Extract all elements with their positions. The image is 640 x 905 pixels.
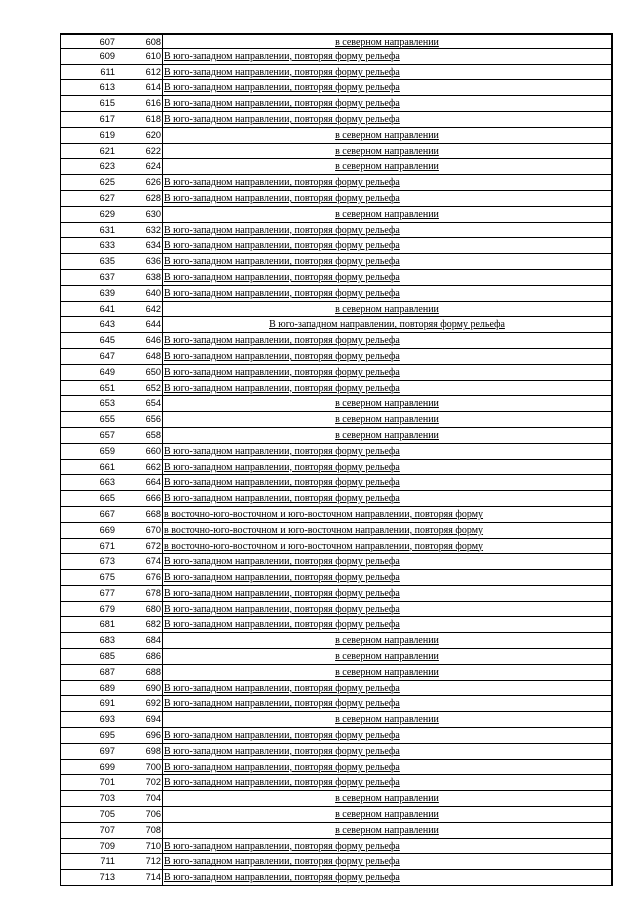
end-point-number: 686 [117, 649, 163, 664]
table-row [61, 238, 611, 254]
direction-description: В юго-западном направлении, повторяя форму рельефа [164, 256, 400, 268]
end-point-number: 618 [117, 112, 163, 127]
table-row [61, 570, 611, 586]
direction-description: В юго-западном направлении, повторяя форму рельефа [164, 335, 400, 347]
start-point-number: 633 [99, 240, 115, 251]
direction-description: В юго-западном направлении, повторяя форму рельефа [164, 66, 400, 78]
end-point-number: 668 [117, 507, 163, 522]
table-row [61, 65, 611, 81]
direction-description: В юго-западном направлении, повторяя форму рельефа [164, 556, 400, 568]
end-point-number: 654 [117, 396, 163, 411]
end-point-number: 712 [117, 854, 163, 869]
direction-description: в северном направлении [335, 429, 439, 441]
direction-description: В юго-западном направлении, повторяя форму рельефа [269, 319, 505, 331]
start-point-number: 647 [99, 350, 115, 361]
table-row [61, 96, 611, 112]
direction-description: В юго-западном направлении, повторяя форму рельефа [164, 477, 400, 489]
start-point-number: 629 [99, 208, 115, 219]
end-point-number: 680 [117, 602, 163, 617]
end-point-number: 700 [117, 760, 163, 775]
start-point-number: 641 [99, 303, 115, 314]
table-row [61, 870, 611, 886]
end-point-number: 624 [117, 159, 163, 174]
table-row [61, 159, 611, 175]
table-row [61, 602, 611, 618]
start-point-number: 677 [99, 587, 115, 598]
table-row [61, 175, 611, 191]
direction-description: В юго-западном направлении, повторяя форму рельефа [164, 192, 400, 204]
direction-description: В юго-западном направлении, повторяя форму рельефа [164, 745, 400, 757]
table-row [61, 207, 611, 223]
end-point-number: 708 [117, 823, 163, 838]
direction-description: В юго-западном направлении, повторяя форму рельефа [164, 98, 400, 110]
table-row [61, 491, 611, 507]
start-point-number: 683 [99, 635, 115, 646]
table-row [61, 49, 611, 65]
start-point-number: 673 [99, 556, 115, 567]
end-point-number: 690 [117, 681, 163, 696]
end-point-number: 710 [117, 839, 163, 854]
end-point-number: 704 [117, 791, 163, 806]
start-point-number: 679 [99, 603, 115, 614]
start-point-number: 685 [99, 651, 115, 662]
end-point-number: 622 [117, 144, 163, 159]
table-row [61, 854, 611, 870]
direction-description: В юго-западном направлении, повторяя форму рельефа [164, 461, 400, 473]
start-point-number: 709 [99, 840, 115, 851]
start-point-number: 615 [99, 98, 115, 109]
direction-description: В юго-западном направлении, повторяя форму рельефа [164, 382, 400, 394]
table-row [61, 681, 611, 697]
start-point-number: 663 [99, 477, 115, 488]
direction-description: в восточно-юго-восточном и юго-восточном направлении, повторяя форму [164, 524, 484, 536]
table-row [61, 80, 611, 96]
start-point-number: 651 [99, 382, 115, 393]
table-row [61, 760, 611, 776]
end-point-number: 610 [117, 49, 163, 64]
start-point-number: 707 [99, 824, 115, 835]
start-point-number: 643 [99, 319, 115, 330]
start-point-number: 659 [99, 445, 115, 456]
direction-description: В юго-западном направлении, повторяя форму рельефа [164, 113, 400, 125]
start-point-number: 689 [99, 682, 115, 693]
direction-description: в северном направлении [335, 145, 439, 157]
start-point-number: 695 [99, 730, 115, 741]
table-row [61, 507, 611, 523]
table-row [61, 317, 611, 333]
direction-description: В юго-западном направлении, повторяя форму рельефа [164, 730, 400, 742]
table-row [61, 128, 611, 144]
end-point-number: 694 [117, 712, 163, 727]
table-row [61, 396, 611, 412]
end-point-number: 670 [117, 523, 163, 538]
table-row [61, 254, 611, 270]
direction-description: в северном направлении [335, 635, 439, 647]
end-point-number: 626 [117, 175, 163, 190]
end-point-number: 650 [117, 365, 163, 380]
end-point-number: 608 [117, 35, 163, 48]
start-point-number: 613 [99, 82, 115, 93]
end-point-number: 684 [117, 633, 163, 648]
direction-description: В юго-западном направлении, повторяя форму рельефа [164, 224, 400, 236]
direction-description: в северном направлении [335, 129, 439, 141]
table-row [61, 823, 611, 839]
table-row [61, 270, 611, 286]
direction-description: в северном направлении [335, 37, 439, 48]
direction-description: В юго-западном направлении, повторяя форму рельефа [164, 493, 400, 505]
table-row [61, 444, 611, 460]
end-point-number: 636 [117, 254, 163, 269]
table-row [61, 586, 611, 602]
table-row [61, 696, 611, 712]
start-point-number: 675 [99, 572, 115, 583]
table-row [61, 728, 611, 744]
end-point-number: 692 [117, 696, 163, 711]
direction-description: В юго-западном направлении, повторяя форму рельефа [164, 619, 400, 631]
end-point-number: 648 [117, 349, 163, 364]
start-point-number: 657 [99, 429, 115, 440]
start-point-number: 611 [100, 66, 115, 77]
table-row [61, 523, 611, 539]
start-point-number: 669 [99, 524, 115, 535]
start-point-number: 701 [99, 777, 115, 788]
direction-description: в северном направлении [335, 666, 439, 678]
start-point-number: 671 [99, 540, 115, 551]
end-point-number: 616 [117, 96, 163, 111]
table-row [61, 475, 611, 491]
direction-description: в северном направлении [335, 651, 439, 663]
start-point-number: 635 [99, 256, 115, 267]
end-point-number: 614 [117, 80, 163, 95]
end-point-number: 702 [117, 775, 163, 790]
direction-description: в северном направлении [335, 208, 439, 220]
direction-description: В юго-западном направлении, повторяя форму рельефа [164, 366, 400, 378]
end-point-number: 612 [117, 65, 163, 80]
table-row [61, 460, 611, 476]
start-point-number: 609 [99, 50, 115, 61]
table-row [61, 775, 611, 791]
start-point-number: 681 [99, 619, 115, 630]
table-row [61, 33, 611, 49]
direction-description: в восточно-юго-восточном и юго-восточном направлении, повторяя форму [164, 540, 484, 552]
direction-description: В юго-западном направлении, повторяя форму рельефа [164, 682, 400, 694]
end-point-number: 644 [117, 317, 163, 332]
direction-table [60, 33, 613, 886]
direction-description: В юго-западном направлении, повторяя форму рельефа [164, 587, 400, 599]
end-point-number: 632 [117, 223, 163, 238]
end-point-number: 634 [117, 238, 163, 253]
end-point-number: 714 [117, 870, 163, 885]
direction-description: В юго-западном направлении, повторяя форму рельефа [164, 445, 400, 457]
table-row [61, 554, 611, 570]
table-row [61, 807, 611, 823]
direction-description: В юго-западном направлении, повторяя форму рельефа [164, 872, 400, 884]
start-point-number: 639 [99, 287, 115, 298]
direction-description: в северном направлении [335, 824, 439, 836]
table-row [61, 191, 611, 207]
start-point-number: 703 [99, 793, 115, 804]
direction-description: В юго-западном направлении, повторяя форму рельефа [164, 50, 400, 62]
table-row [61, 791, 611, 807]
table-row [61, 539, 611, 555]
start-point-number: 645 [99, 335, 115, 346]
direction-description: В юго-западном направлении, повторяя форму рельефа [164, 856, 400, 868]
end-point-number: 672 [117, 539, 163, 554]
end-point-number: 662 [117, 460, 163, 475]
start-point-number: 631 [99, 224, 115, 235]
direction-description: В юго-западном направлении, повторяя форму рельефа [164, 240, 400, 252]
end-point-number: 620 [117, 128, 163, 143]
start-point-number: 621 [99, 145, 115, 156]
start-point-number: 653 [99, 398, 115, 409]
table-row [61, 633, 611, 649]
direction-description: В юго-западном направлении, повторяя форму рельефа [164, 603, 400, 615]
table-row [61, 349, 611, 365]
start-point-number: 665 [99, 493, 115, 504]
end-point-number: 642 [117, 302, 163, 317]
start-point-number: 705 [99, 809, 115, 820]
end-point-number: 682 [117, 617, 163, 632]
direction-description: В юго-западном направлении, повторяя форму рельефа [164, 840, 400, 852]
table-row [61, 617, 611, 633]
start-point-number: 687 [99, 666, 115, 677]
end-point-number: 660 [117, 444, 163, 459]
direction-description: В юго-западном направлении, повторяя форму рельефа [164, 287, 400, 299]
direction-description: в северном направлении [335, 398, 439, 410]
end-point-number: 652 [117, 381, 163, 396]
end-point-number: 666 [117, 491, 163, 506]
start-point-number: 691 [99, 698, 115, 709]
end-point-number: 674 [117, 554, 163, 569]
start-point-number: 713 [99, 872, 115, 883]
end-point-number: 640 [117, 286, 163, 301]
end-point-number: 630 [117, 207, 163, 222]
start-point-number: 637 [99, 271, 115, 282]
start-point-number: 655 [99, 414, 115, 425]
table-row [61, 428, 611, 444]
start-point-number: 619 [99, 129, 115, 140]
start-point-number: 697 [99, 745, 115, 756]
end-point-number: 646 [117, 333, 163, 348]
direction-description: В юго-западном направлении, повторяя форму рельефа [164, 350, 400, 362]
end-point-number: 698 [117, 744, 163, 759]
start-point-number: 699 [99, 761, 115, 772]
start-point-number: 625 [99, 177, 115, 188]
end-point-number: 628 [117, 191, 163, 206]
table-row [61, 649, 611, 665]
direction-description: В юго-западном направлении, повторяя форму рельефа [164, 271, 400, 283]
end-point-number: 688 [117, 665, 163, 680]
end-point-number: 678 [117, 586, 163, 601]
direction-description: в северном направлении [335, 414, 439, 426]
end-point-number: 638 [117, 270, 163, 285]
start-point-number: 627 [99, 192, 115, 203]
direction-description: в северном направлении [335, 714, 439, 726]
direction-description: В юго-западном направлении, повторяя форму рельефа [164, 777, 400, 789]
end-point-number: 664 [117, 475, 163, 490]
start-point-number: 607 [99, 37, 115, 47]
start-point-number: 711 [100, 856, 115, 867]
table-row [61, 223, 611, 239]
start-point-number: 661 [99, 461, 115, 472]
start-point-number: 617 [99, 113, 115, 124]
start-point-number: 649 [99, 366, 115, 377]
end-point-number: 696 [117, 728, 163, 743]
table-row [61, 665, 611, 681]
direction-description: В юго-западном направлении, повторяя форму рельефа [164, 177, 400, 189]
table-row [61, 712, 611, 728]
table-row [61, 839, 611, 855]
table-row [61, 286, 611, 302]
end-point-number: 706 [117, 807, 163, 822]
direction-description: в северном направлении [335, 793, 439, 805]
table-row [61, 365, 611, 381]
start-point-number: 693 [99, 714, 115, 725]
direction-description: В юго-западном направлении, повторяя форму рельефа [164, 698, 400, 710]
table-row [61, 412, 611, 428]
end-point-number: 656 [117, 412, 163, 427]
table-row [61, 333, 611, 349]
start-point-number: 623 [99, 161, 115, 172]
end-point-number: 676 [117, 570, 163, 585]
end-point-number: 658 [117, 428, 163, 443]
table-row [61, 302, 611, 318]
table-row [61, 744, 611, 760]
direction-description: В юго-западном направлении, повторяя форму рельефа [164, 572, 400, 584]
start-point-number: 667 [99, 508, 115, 519]
table-row [61, 144, 611, 160]
table-row [61, 112, 611, 128]
direction-description: В юго-западном направлении, повторяя форму рельефа [164, 761, 400, 773]
direction-description: в восточно-юго-восточном и юго-восточном направлении, повторяя форму [164, 508, 484, 520]
direction-description: В юго-западном направлении, повторяя форму рельефа [164, 82, 400, 94]
table-row [61, 381, 611, 397]
direction-description: в северном направлении [335, 303, 439, 315]
direction-description: в северном направлении [335, 809, 439, 821]
direction-description: в северном направлении [335, 161, 439, 173]
